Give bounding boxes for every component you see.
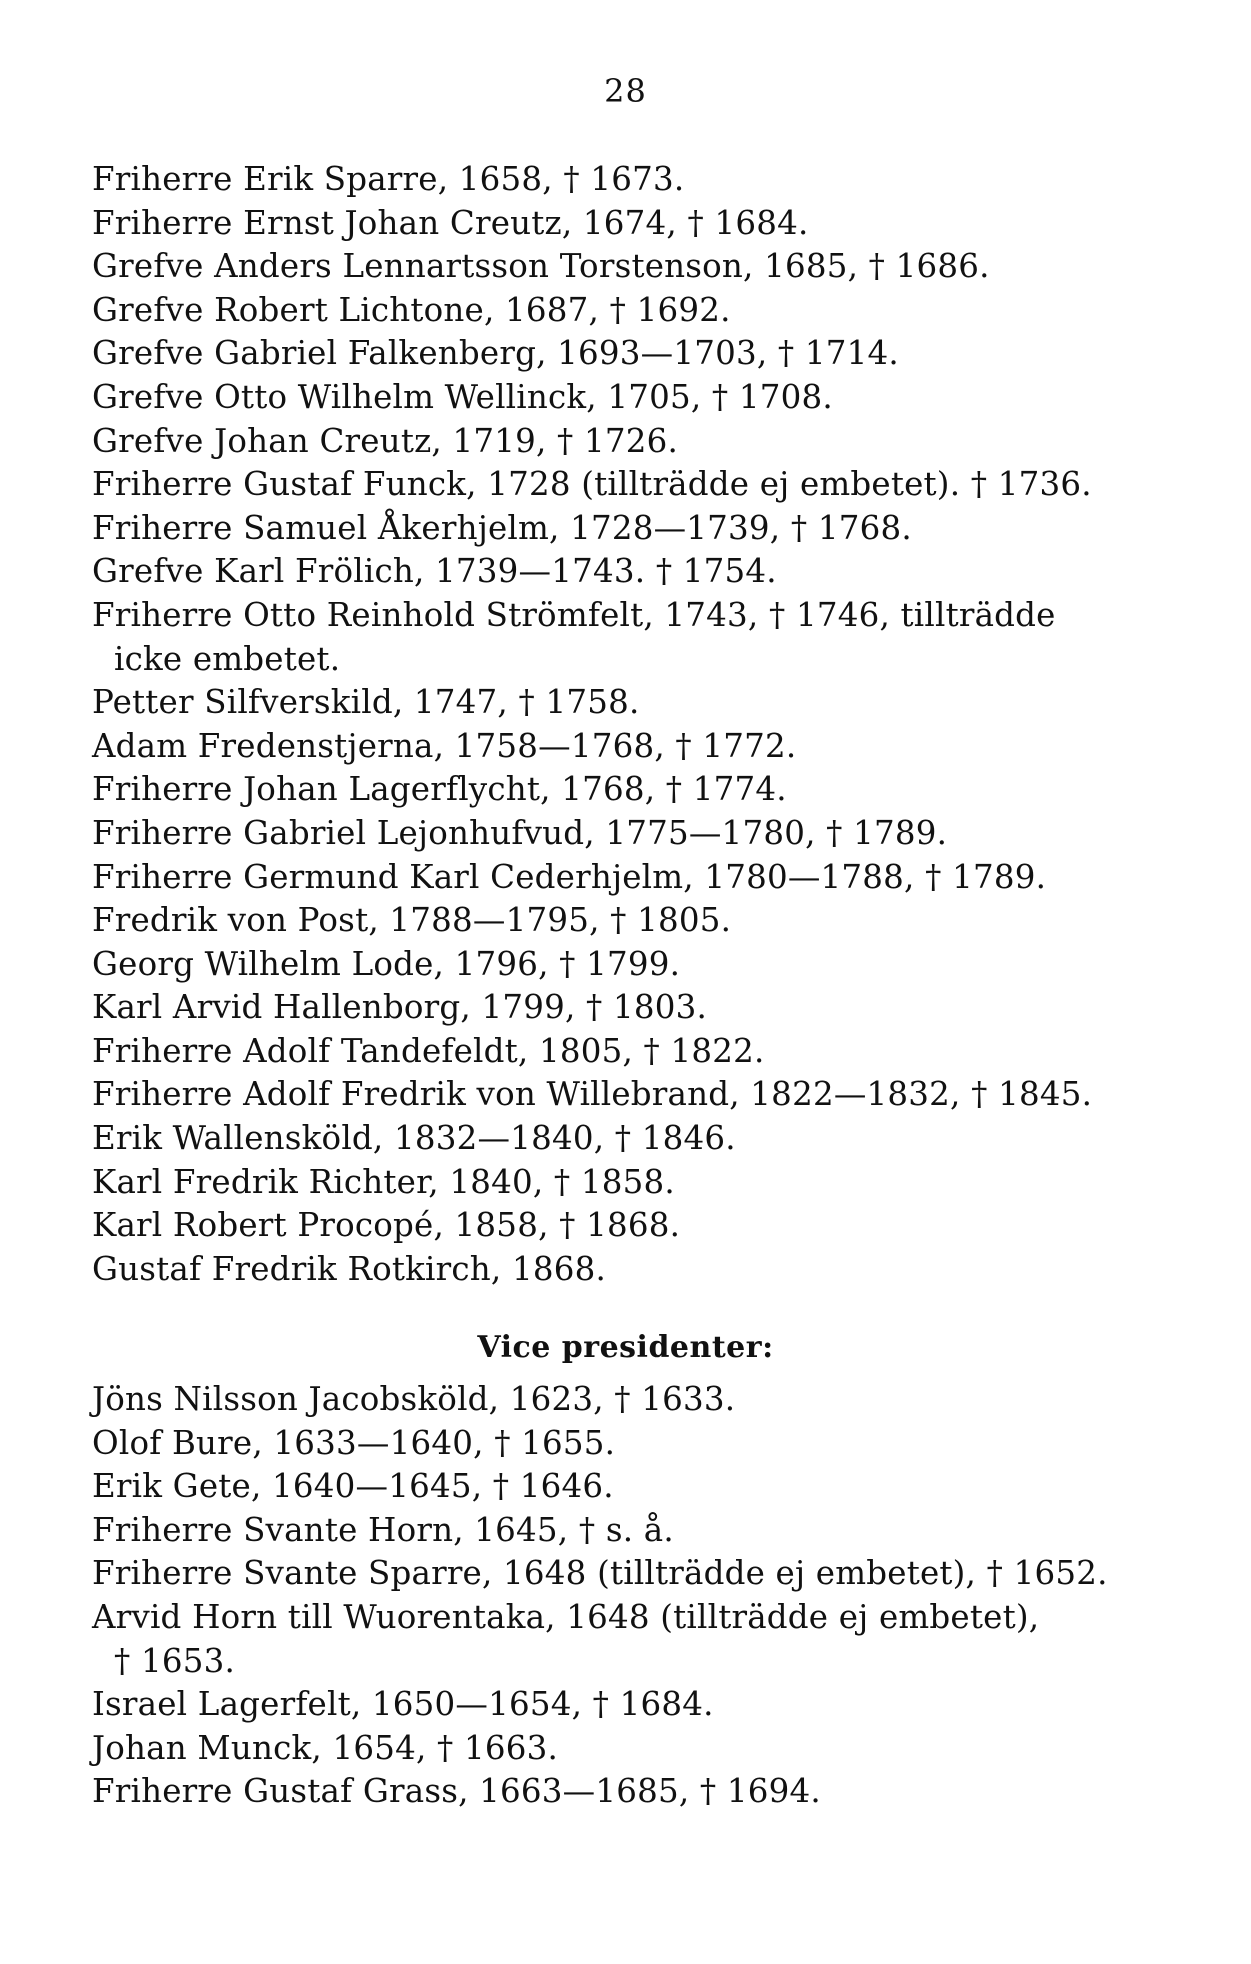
list-line: Fredrik von Post, 1788—1795, † 1805. xyxy=(92,901,732,940)
page-number: 28 xyxy=(604,72,647,110)
list-line: Friherre Adolf Tandefeldt, 1805, † 1822. xyxy=(92,1031,765,1070)
list-line: Johan Munck, 1654, † 1663. xyxy=(92,1728,559,1767)
list-line: Friherre Adolf Fredrik von Willebrand, 1822—1832, † 1845. xyxy=(92,1075,1093,1114)
list-line: Erik Wallensköld, 1832—1840, † 1846. xyxy=(92,1119,736,1158)
list-line: Friherre Germund Karl Cederhjelm, 1780—1788, † 1789. xyxy=(92,857,1047,896)
list-line: Karl Fredrik Richter, 1840, † 1858. xyxy=(92,1162,675,1201)
list-line-continuation: † 1653. xyxy=(114,1641,236,1680)
list-line: Friherre Gustaf Funck, 1728 (tillträdde ej embetet). † 1736. xyxy=(92,465,1092,504)
list-line: Gustaf Fredrik Rotkirch, 1868. xyxy=(92,1249,607,1288)
list-line-continuation: icke embetet. xyxy=(114,639,341,678)
list-line: Friherre Johan Lagerflycht, 1768, † 1774. xyxy=(92,770,787,809)
list-line: Karl Robert Procopé, 1858, † 1868. xyxy=(92,1206,681,1245)
list-line: Karl Arvid Hallenborg, 1799, † 1803. xyxy=(92,988,708,1027)
list-line: Jöns Nilsson Jacobsköld, 1623, † 1633. xyxy=(92,1380,736,1418)
list-line: Petter Silfverskild, 1747, † 1758. xyxy=(92,683,640,722)
list-line: Israel Lagerfelt, 1650—1654, † 1684. xyxy=(92,1685,714,1724)
list-line: Grefve Johan Creutz, 1719, † 1726. xyxy=(92,421,679,460)
list-line: Grefve Gabriel Falkenberg, 1693—1703, † 1714. xyxy=(92,334,899,373)
list-line: Friherre Samuel Åkerhjelm, 1728—1739, † 1768. xyxy=(92,508,912,547)
list-line: Friherre Gabriel Lejonhufvud, 1775—1780, † 1789. xyxy=(92,813,948,852)
list-line: Friherre Gustaf Grass, 1663—1685, † 1694. xyxy=(92,1772,821,1811)
list-line: Georg Wilhelm Lode, 1796, † 1799. xyxy=(92,944,681,983)
list-line: Grefve Otto Wilhelm Wellinck, 1705, † 1708. xyxy=(92,377,833,416)
list-line: Adam Fredenstjerna, 1758—1768, † 1772. xyxy=(92,726,797,765)
list-line: Grefve Anders Lennartsson Torstenson, 1685, † 1686. xyxy=(92,247,990,286)
list-line: Friherre Ernst Johan Creutz, 1674, † 1684. xyxy=(92,203,809,242)
vice-presidents-list xyxy=(92,1378,1192,1814)
list-line: Grefve Robert Lichtone, 1687, † 1692. xyxy=(92,290,731,329)
list-line: Erik Gete, 1640—1645, † 1646. xyxy=(92,1467,614,1506)
list-line: Friherre Svante Horn, 1645, † s. å. xyxy=(92,1510,674,1549)
list-line: Arvid Horn till Wuorentaka, 1648 (tillträdde ej embetet), xyxy=(92,1597,1040,1636)
list-line: Friherre Otto Reinhold Strömfelt, 1743, † 1746, tillträdde xyxy=(92,595,1056,634)
list-line: Olof Bure, 1633—1640, † 1655. xyxy=(92,1423,616,1462)
list-line: Grefve Karl Frölich, 1739—1743. † 1754. xyxy=(92,552,777,591)
section-heading: Vice presidenter: xyxy=(477,1330,774,1365)
presidents-list xyxy=(92,158,1192,1291)
list-line: Friherre Erik Sparre, 1658, † 1673. xyxy=(92,160,685,198)
list-line: Friherre Svante Sparre, 1648 (tillträdde ej embetet), † 1652. xyxy=(92,1554,1108,1593)
